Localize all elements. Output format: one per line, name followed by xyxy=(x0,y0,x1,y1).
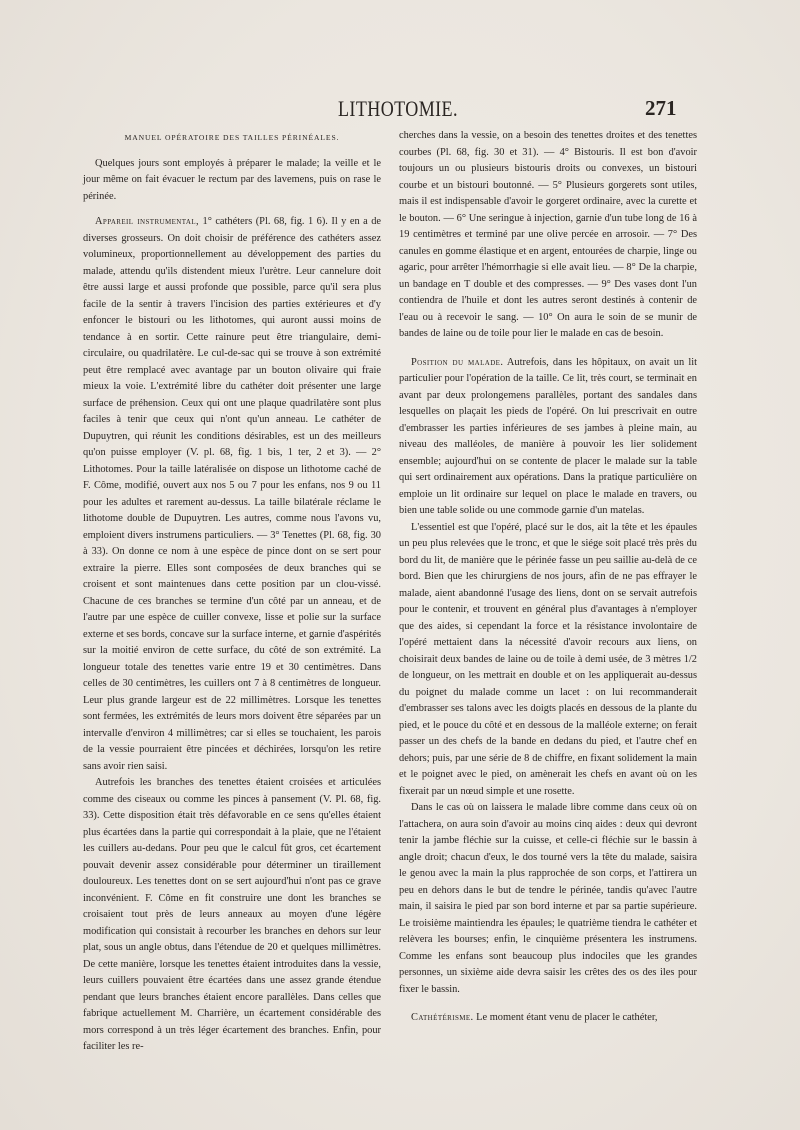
paragraph-lead: Appareil instrumental, xyxy=(95,216,200,227)
page-number: 271 xyxy=(645,96,677,120)
paragraph-lead: Cathétérisme. xyxy=(411,1012,474,1023)
running-header xyxy=(0,96,800,126)
paragraph: Dans le cas où on laissera le malade libre comme dans ceux où on l'attachera, on aura soin d'avoir au moins cinq aides : deux qui devront tenir la jambe fléchie sur la cuisse, et celle-ci fléchie sur le bassin à angle droit; chacun d'eux, le dos tourné vers la tête du malade, saisira le genou avec la main la plus rapprochée de son corps, et l'attirera un peu en dehors dans le but de tendre le périnée, tandis qu'avec l'autre main, il saisira le pied par son bord interne et par sa partie supérieure. Le troisième maintiendra les épaules; le quatrième tiendra le cathéter et relèvera les bourses; enfin, le cinquième présentera les instrumens. Comme les enfans sont beaucoup plus indociles que les grandes personnes, un sixième aide devra saisir les crêtes des os des iles pour fixer le bassin. xyxy=(399,802,697,995)
paragraph-text: 1° cathéters (Pl. 68, fig. 1 6). Il y en a de diverses grosseurs. On doit choisir de préférence des cathéters assez volumineux, proportionnellement au développement des parties du malade, attendu qu'ils distendent mieux l'urètre. Leur cannelure doit être aussi large et aussi profonde que possible, parce qu'il sera plus facile de la sentir à travers l'incision des parties extérieures et d'y enfoncer le bistouri ou les lithotomes, qui auront aussi moins de tendance à en sortir. Cette rainure peut être triangulaire, demi-circulaire, ou quadrilatère. Le cul-de-sac qui se trouve à son extrémité peut être remplacé avec avantage par un bouton olivaire qui fraie mieux la voie. L'extrémité libre du cathéter doit présenter une large surface de préhension. Ceux qui ont une plaque quadrilatère sont plus faciles à tenir que ceux qui n'ont qu'un anneau. Le cathéter de Dupuytren, qui réunit les conditions désirables, est un des meilleurs qu'on puisse employer (V. pl. 68, fig. 1 bis, 1 ter, 2 et 3). — 2° Lithotomes. Pour la taille latéralisée on dispose un lithotome caché de F. Côme, modifié, ouvert aux nos 5 ou 7 pour les enfans, nos 9 ou 11 pour les adultes et rarement au-dessus. La taille bilatérale réclame le lithotome double de Dupuytren. Les autres, comme nous l'avons vu, emploient divers instrumens particuliers. — 3° Tenettes (Pl. 68, fig. 30 à 33). On donne ce nom à une espèce de pince dont on se sert pour extraire la pierre. Elles sont composées de deux branches qui se croisent et sont maintenues dans cette position par un clou-vissé. Chacune de ces branches se termine d'un côté par un anneau, et de l'autre par une espèce de cuiller convexe, lisse et polie sur la surface externe et ses bords, concave sur la surface interne, et garnie d'aspérités sur la moitié environ de cette surface, du côté de son extrémité. La longueur totale des tenettes varie entre 19 et 30 centimètres. Dans celles de 30 centimètres, les cuillers ont 7 à 8 centimètres de longueur. Leur plus grande largeur est de 22 millimètres. Lorsque les tenettes sont fermées, les extrémités de leurs mors doivent être séparées par un intervalle d'environ 4 millimètres; car si elles se touchaient, les parois de la vessie pourraient être pincées et déchirées, lorsqu'on les retire sans avoir rien saisi. xyxy=(83,216,381,772)
paragraph-text: Autrefois, dans les hôpitaux, on avait un lit particulier pour l'opération de la taille. Ce lit, très court, se terminait en avant par deux prolongemens parallèles, portant des sandales dans lesquelles on plaçait les pieds de l'opéré. On lui prescrivait en outre d'embrasser les parties inférieures de ses jambes à pleine main, au niveau des malléoles, de manière à pouvoir les lier solidement ensemble; aujourd'hui on se contente de placer le malade sur la table qui sert ordinairement aux opérations. Dans la pratique particulière on emploie un lit ordinaire sur lequel on place le malade en travers, ou bien une table solide ou une commode garnie d'un matelas. xyxy=(399,356,697,516)
paragraph: L'essentiel est que l'opéré, placé sur le dos, ait la tête et les épaules un peu plus relevées que le tronc, et que le siége soit placé très près du bord du lit, de manière que le périnée fasse un peu saillie au-delà de ce bord. Bien que les chirurgiens de nos jours, afin de ne pas effrayer le malade, aient abandonné l'usage des liens, dont on se servait autrefois pour le contenir, et trouvent en général plus d'avantages à n'employer que des aides, si cependant la force et la résistance involontaire de l'opéré mettaient dans la nécessité d'avoir recours aux liens, on choisirait deux bandes de laine ou de toile à demi usée, de 3 mètres 1/2 de longueur, on les mettrait en double et on les appliquerait au-dessus du poignet du malade comme un lacet : on lui recommanderait d'embrasser ses talons avec les doigts placés en dessous de la plante du pied, et le pouce du côté et en dessous de la malléole externe; on ferait passer un des chefs de la bande en dedans du pied, et l'autre chef en dehors; puis, par une série de 8 de chiffre, en fixant solidement la main et le poignet avec le pied, on amènerait les chefs en avant où on les fixerait par un nœud simple et une rosette. xyxy=(399,521,697,797)
section-heading: MANUEL OPÉRATOIRE DES TAILLES PÉRINÉALES. xyxy=(124,133,340,142)
right-column xyxy=(399,128,697,1027)
paragraph xyxy=(399,1010,697,1027)
paragraph: Quelques jours sont employés à préparer le malade; la veille et le jour même on fait évacuer le rectum par des lavemens, puis on rase le périnée. xyxy=(83,157,381,202)
paragraph xyxy=(83,214,381,775)
paragraph-lead: Position du malade. xyxy=(411,356,504,368)
paragraph: cherches dans la vessie, on a besoin des tenettes droites et des tenettes courbes (Pl. 68, fig. 30 et 31). — 4° Bistouris. Il est bon d'avoir toujours un ou plusieurs bistouris droits ou convexes, un bistouri courbe et un bistouri boutonné. — 5° Plusieurs gorgerets sont utiles, mais il est indispensable d'avoir le gorgeret ordinaire, avec la curette et le bouton. — 6° Une seringue à injection, garnie d'un tube long de 16 à 19 centimètres et terminé par une olive percée en arrosoir. — 7° Des canules en gomme élastique et en argent, entourées de charpie, linge ou agaric, pour arrêter l'hémorrhagie si elle avait lieu. — 8° De la charpie, un bandage en T double et des compresses. — 9° Des vases dont l'un contiendra de l'huile et dont les autres seront destinés à contenir de l'eau ou à recevoir le sang. — 10° On aura le soin de se munir de bandes de laine ou de toile pour lier le malade en cas de besoin. xyxy=(399,130,697,339)
paragraph xyxy=(399,355,697,520)
paragraph: Autrefois les branches des tenettes étaient croisées et articulées comme des ciseaux ou comme les pinces à pansement (V. Pl. 68, fig. 33). Cette disposition était très défavorable en ce sens qu'elles étaient plus écartées dans la partie qui correspondait à la plaie, que ne l'étaient les cuillers au-dedans. Pour peu que le calcul fût gros, cet écartement pouvait devenir assez considérable pour déterminer un tiraillement douloureux. Les tenettes dont on se sert aujourd'hui n'ont pas ce grave inconvénient. F. Côme en fit construire une dont les branches se croisaient tout près de leurs anneaux au moyen d'une légère modification qui consistait à recourber les branches en dehors sur leur plat, sous un angle obtus, dans l'étendue de 20 et quelques millimètres. De cette manière, lorsque les tenettes étaient introduites dans la vessie, leurs cuillers pouvaient être écartées dans une assez grande étendue pendant que leurs branches étaient encore parallèles. Dans celles que fabrique actuellement M. Charrière, un écartement considérable des mors correspond à un très léger écartement des branches. Enfin, pour faciliter les re- xyxy=(83,777,381,1052)
page-title: LITHOTOMIE. xyxy=(338,96,458,121)
paragraph-text: Le moment étant venu de placer le cathéter, xyxy=(476,1012,658,1023)
left-column xyxy=(83,128,381,1056)
